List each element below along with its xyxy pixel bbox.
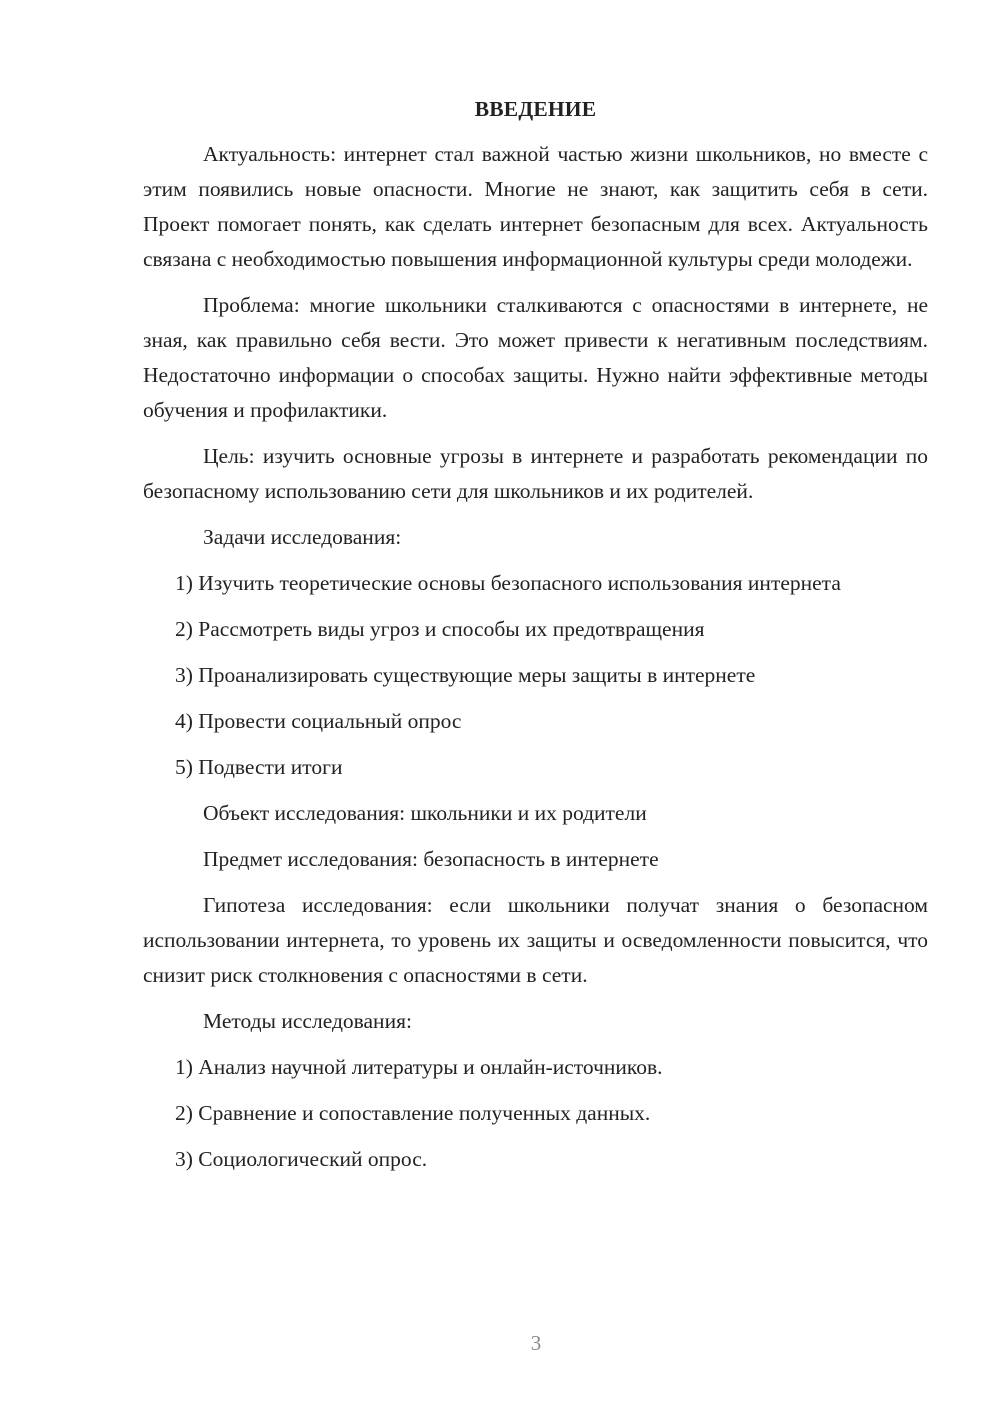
tasks-title: Задачи исследования:: [203, 525, 402, 549]
method-item: 1) Анализ научной литературы и онлайн-источников.: [175, 1055, 663, 1079]
page-content: [143, 92, 928, 1188]
hypothesis-paragraph: Гипотеза исследования: если школьники получат знания о безопасном использовании интернета, то уровень их защиты и осведомленности повысится, что снизит риск столкновения с опасностями в сети.: [143, 893, 928, 987]
subject-line: Предмет исследования: безопасность в интернете: [203, 847, 659, 871]
section-heading: ВВЕДЕНИЕ: [474, 97, 597, 121]
object-line: Объект исследования: школьники и их родители: [203, 801, 647, 825]
task-item: 4) Провести социальный опрос: [175, 709, 462, 733]
task-item: 3) Проанализировать существующие меры защиты в интернете: [175, 663, 756, 687]
page-number: 3: [530, 1331, 542, 1355]
method-item: 3) Социологический опрос.: [175, 1147, 428, 1171]
goal-paragraph: Цель: изучить основные угрозы в интернете и разработать рекомендации по безопасному использованию сети для школьников и их родителей.: [143, 444, 928, 503]
method-item: 2) Сравнение и сопоставление полученных данных.: [175, 1101, 651, 1125]
problem-paragraph: Проблема: многие школьники сталкиваются с опасностями в интернете, не зная, как правильно себя вести. Это может привести к негативным последствиям. Недостаточно информации о способах защиты. Нужно найти эффективные методы обучения и профилактики.: [143, 293, 928, 422]
methods-title: Методы исследования:: [203, 1009, 412, 1033]
relevance-paragraph: Актуальность: интернет стал важной частью жизни школьников, но вместе с этим появились новые опасности. Многие не знают, как защитить себя в сети. Проект помогает понять, как сделать интернет безопасным для всех. Актуальность связана с необходимостью повышения информационной культуры среди молодежи.: [143, 142, 928, 271]
task-item: 2) Рассмотреть виды угроз и способы их предотвращения: [175, 617, 705, 641]
task-item: 1) Изучить теоретические основы безопасного использования интернета: [175, 571, 841, 595]
task-item: 5) Подвести итоги: [175, 755, 343, 779]
